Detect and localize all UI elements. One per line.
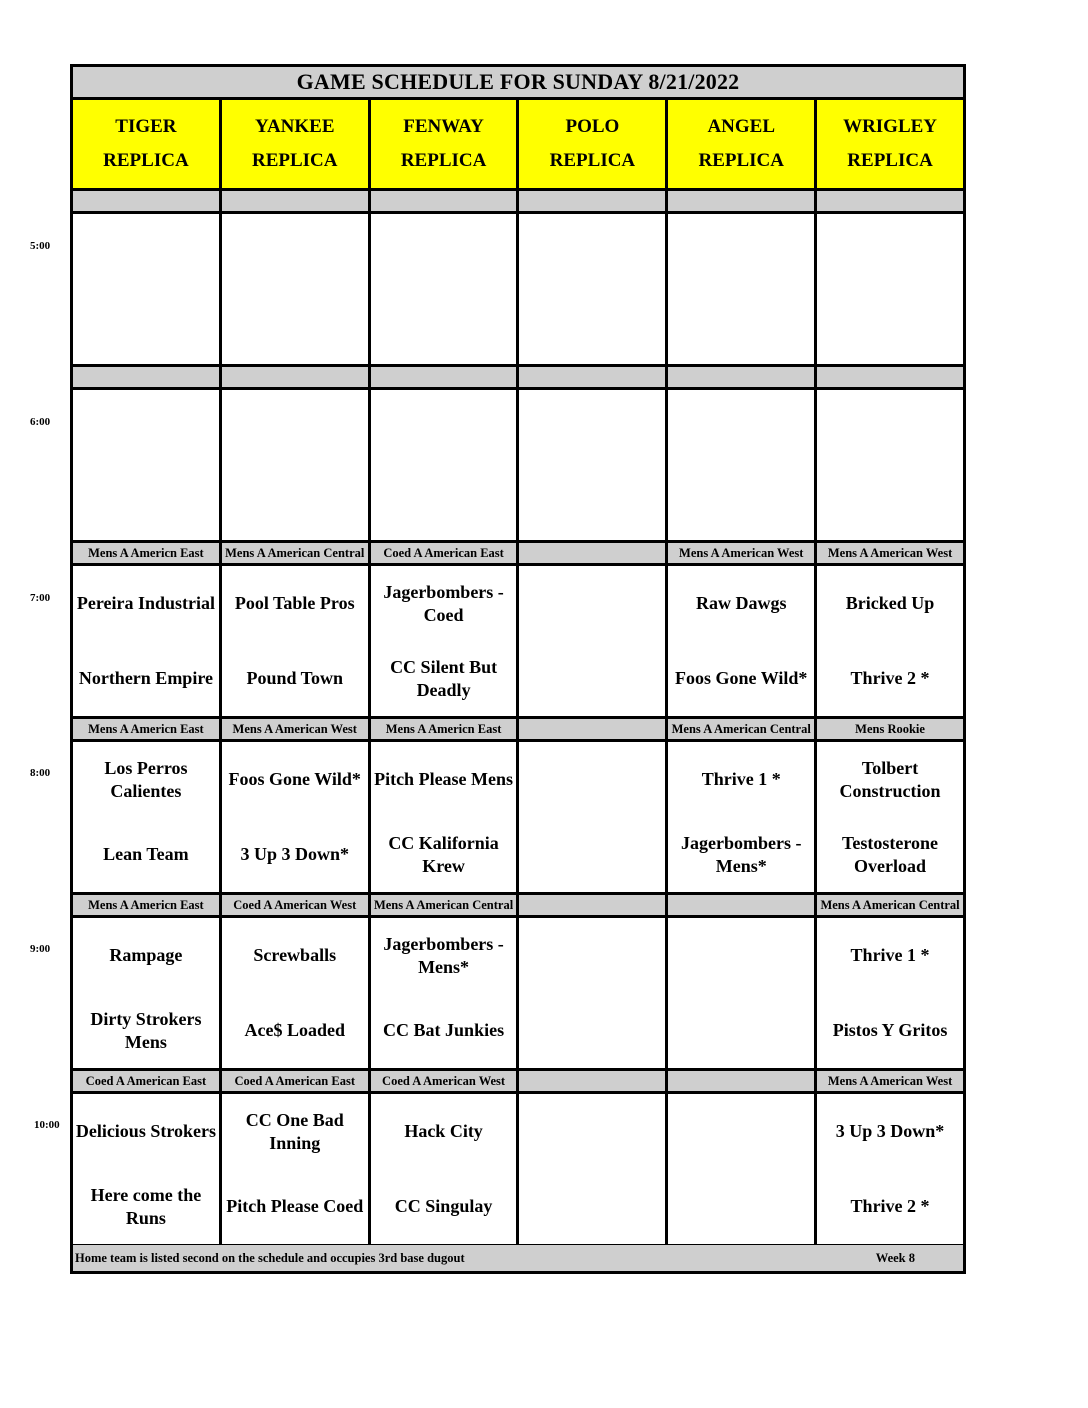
home-team: Ace$ Loaded bbox=[244, 1020, 345, 1040]
division-label: Mens A American West bbox=[817, 543, 963, 563]
away-team bbox=[519, 918, 665, 993]
division-label bbox=[519, 367, 668, 387]
field-name: TIGER bbox=[115, 116, 177, 137]
division-label: Mens A American West bbox=[668, 543, 817, 563]
home-team bbox=[519, 289, 665, 364]
division-label: Coed A American East bbox=[73, 1071, 222, 1091]
division-label bbox=[668, 1071, 817, 1091]
away-team bbox=[519, 566, 665, 641]
away-team: Thrive 1 * bbox=[701, 769, 781, 789]
away-team: Thrive 1 * bbox=[850, 945, 930, 965]
home-team: Northern Empire bbox=[78, 668, 213, 688]
game-cell bbox=[73, 918, 222, 1068]
home-team: Pistos Y Gritos bbox=[832, 1020, 948, 1040]
game-cell bbox=[817, 742, 963, 892]
time-label: 7:00 bbox=[30, 592, 51, 604]
game-cell bbox=[817, 918, 963, 1068]
home-team: 3 Up 3 Down* bbox=[240, 844, 349, 864]
game-cell bbox=[668, 390, 817, 540]
time-slot bbox=[73, 742, 963, 895]
division-label: Mens A American Central bbox=[371, 895, 520, 915]
division-label bbox=[519, 191, 668, 211]
division-label: Mens A American West bbox=[817, 1071, 963, 1091]
division-label: Mens A Americn East bbox=[371, 719, 520, 739]
field-name: POLO bbox=[565, 116, 620, 137]
home-team: Jagerbombers - Mens* bbox=[680, 832, 802, 876]
home-team bbox=[519, 1169, 665, 1244]
field-header-tiger bbox=[73, 100, 222, 188]
time-slot bbox=[73, 1094, 963, 1247]
division-label: Coed A American West bbox=[222, 895, 371, 915]
home-team: Pitch Please Coed bbox=[226, 1196, 364, 1216]
away-team: Pitch Please Mens bbox=[374, 769, 514, 789]
field-sub: REPLICA bbox=[251, 150, 338, 171]
division-label: Mens A Americn East bbox=[73, 895, 222, 915]
field-sub: REPLICA bbox=[698, 150, 784, 171]
field-sub: REPLICA bbox=[847, 150, 933, 171]
division-label: Mens A American Central bbox=[222, 543, 371, 563]
away-team: CC One Bad Inning bbox=[245, 1109, 344, 1153]
game-cell bbox=[371, 742, 520, 892]
game-cell bbox=[668, 1094, 817, 1244]
away-team: Pool Table Pros bbox=[234, 593, 355, 613]
home-team bbox=[222, 289, 368, 364]
away-team bbox=[519, 742, 665, 817]
away-team: Bricked Up bbox=[845, 593, 935, 613]
home-team bbox=[668, 993, 814, 1068]
game-cell bbox=[73, 566, 222, 716]
game-cell bbox=[817, 214, 963, 364]
division-label bbox=[73, 191, 222, 211]
home-team bbox=[519, 465, 665, 540]
division-label bbox=[668, 367, 817, 387]
game-cell bbox=[222, 1094, 371, 1244]
division-label: Mens A Americn East bbox=[73, 719, 222, 739]
home-team bbox=[668, 465, 814, 540]
time-slot bbox=[73, 214, 963, 367]
away-team bbox=[222, 390, 368, 465]
time-slot bbox=[73, 390, 963, 543]
game-cell bbox=[668, 918, 817, 1068]
away-team bbox=[668, 214, 814, 289]
game-cell bbox=[668, 566, 817, 716]
home-team-note: Home team is listed second on the schedule and occupies 3rd base dugout bbox=[75, 1250, 465, 1265]
time-label: 8:00 bbox=[30, 767, 51, 779]
away-team: Pereira Industrial bbox=[76, 593, 215, 613]
division-label: Coed A American East bbox=[222, 1071, 371, 1091]
division-band bbox=[73, 719, 963, 742]
home-team bbox=[73, 289, 219, 364]
field-name: WRIGLEY bbox=[843, 116, 938, 137]
home-team bbox=[222, 465, 368, 540]
division-band bbox=[73, 1071, 963, 1094]
time-label: 9:00 bbox=[30, 943, 51, 955]
week-label: Week 8 bbox=[875, 1250, 915, 1265]
home-team: Lean Team bbox=[103, 844, 189, 864]
division-label: Mens A American Central bbox=[817, 895, 963, 915]
division-label bbox=[817, 191, 963, 211]
home-team: Dirty Strokers Mens bbox=[90, 1008, 202, 1052]
game-cell bbox=[519, 918, 668, 1068]
time-label: 5:00 bbox=[30, 240, 51, 252]
field-name: ANGEL bbox=[707, 116, 776, 137]
division-label: Mens Rookie bbox=[817, 719, 963, 739]
away-team: Screwballs bbox=[253, 945, 337, 965]
division-label bbox=[519, 895, 668, 915]
schedule-sheet bbox=[70, 64, 966, 1274]
away-team: Delicious Strokers bbox=[75, 1121, 216, 1141]
home-team: Thrive 2 * bbox=[850, 1196, 930, 1216]
home-team: Here come the Runs bbox=[90, 1184, 202, 1228]
home-team: CC Silent But Deadly bbox=[390, 656, 498, 700]
game-cell bbox=[73, 742, 222, 892]
game-cell bbox=[371, 566, 520, 716]
away-team: Jagerbombers - Mens* bbox=[383, 933, 504, 977]
field-header-polo bbox=[519, 100, 668, 188]
division-label bbox=[519, 1071, 668, 1091]
away-team: Raw Dawgs bbox=[695, 593, 787, 613]
away-team: Rampage bbox=[109, 945, 183, 965]
home-team bbox=[519, 817, 665, 892]
division-label bbox=[371, 191, 520, 211]
away-team bbox=[222, 214, 368, 289]
field-name: FENWAY bbox=[403, 116, 484, 137]
game-cell bbox=[222, 566, 371, 716]
game-cell bbox=[519, 1094, 668, 1244]
home-team: Pound Town bbox=[246, 668, 344, 688]
game-cell bbox=[73, 214, 222, 364]
division-label bbox=[371, 367, 520, 387]
away-team bbox=[817, 214, 963, 289]
game-cell bbox=[519, 390, 668, 540]
game-cell bbox=[817, 1094, 963, 1244]
division-label bbox=[817, 367, 963, 387]
away-team: Foos Gone Wild* bbox=[228, 769, 361, 789]
game-cell bbox=[668, 214, 817, 364]
game-cell bbox=[519, 566, 668, 716]
home-team bbox=[519, 641, 665, 716]
home-team: Thrive 2 * bbox=[850, 668, 930, 688]
game-cell bbox=[222, 742, 371, 892]
away-team bbox=[519, 1094, 665, 1169]
division-label bbox=[73, 367, 222, 387]
division-label: Coed A American East bbox=[371, 543, 520, 563]
home-team bbox=[73, 465, 219, 540]
game-cell bbox=[817, 566, 963, 716]
field-header-row bbox=[73, 100, 963, 191]
schedule-title: GAME SCHEDULE FOR SUNDAY 8/21/2022 bbox=[73, 67, 963, 100]
game-cell bbox=[668, 742, 817, 892]
game-cell bbox=[371, 390, 520, 540]
game-cell bbox=[519, 742, 668, 892]
game-cell bbox=[73, 390, 222, 540]
field-sub: REPLICA bbox=[103, 150, 189, 171]
field-header-wrigley bbox=[817, 100, 963, 188]
away-team: 3 Up 3 Down* bbox=[835, 1121, 945, 1141]
time-slot bbox=[73, 566, 963, 719]
division-label bbox=[668, 895, 817, 915]
game-cell bbox=[73, 1094, 222, 1244]
division-label: Mens A American West bbox=[222, 719, 371, 739]
home-team: Testosterone Overload bbox=[842, 832, 939, 876]
division-label bbox=[519, 543, 668, 563]
away-team: Los Perros Calientes bbox=[104, 757, 188, 801]
away-team bbox=[519, 214, 665, 289]
home-team bbox=[817, 465, 963, 540]
away-team: Tolbert Construction bbox=[839, 757, 941, 801]
game-cell bbox=[817, 390, 963, 540]
home-team: CC Bat Junkies bbox=[383, 1020, 505, 1040]
division-band bbox=[73, 191, 963, 214]
away-team bbox=[668, 1094, 814, 1169]
division-label bbox=[519, 719, 668, 739]
time-slot bbox=[73, 918, 963, 1071]
division-label: Mens A American Central bbox=[668, 719, 817, 739]
away-team bbox=[73, 390, 219, 465]
division-label: Mens A Americn East bbox=[73, 543, 222, 563]
division-label bbox=[222, 191, 371, 211]
home-team: CC Kalifornia Krew bbox=[388, 832, 499, 876]
time-label: 6:00 bbox=[30, 416, 51, 428]
game-cell bbox=[371, 1094, 520, 1244]
away-team bbox=[73, 214, 219, 289]
home-team: CC Singulay bbox=[394, 1196, 493, 1216]
division-label bbox=[222, 367, 371, 387]
division-label: Coed A American West bbox=[371, 1071, 520, 1091]
field-sub: REPLICA bbox=[549, 150, 636, 171]
field-header-angel bbox=[668, 100, 817, 188]
away-team bbox=[668, 390, 814, 465]
home-team bbox=[519, 993, 665, 1068]
game-cell bbox=[371, 214, 520, 364]
home-team bbox=[371, 289, 517, 364]
game-cell bbox=[222, 390, 371, 540]
home-team bbox=[371, 465, 517, 540]
home-team bbox=[668, 1169, 814, 1244]
schedule-footer bbox=[73, 1245, 963, 1271]
away-team bbox=[371, 390, 517, 465]
away-team bbox=[519, 390, 665, 465]
time-label: 10:00 bbox=[34, 1119, 60, 1131]
division-band bbox=[73, 895, 963, 918]
game-cell bbox=[222, 214, 371, 364]
home-team bbox=[668, 289, 814, 364]
away-team bbox=[668, 918, 814, 993]
home-team bbox=[817, 289, 963, 364]
away-team bbox=[817, 390, 963, 465]
field-name: YANKEE bbox=[254, 116, 335, 137]
away-team: Jagerbombers - Coed bbox=[383, 581, 504, 625]
division-band bbox=[73, 367, 963, 390]
division-band bbox=[73, 543, 963, 566]
field-sub: REPLICA bbox=[400, 150, 487, 171]
game-cell bbox=[222, 918, 371, 1068]
game-cell bbox=[371, 918, 520, 1068]
home-team: Foos Gone Wild* bbox=[675, 668, 808, 688]
away-team bbox=[371, 214, 517, 289]
away-team: Hack City bbox=[404, 1121, 483, 1141]
division-label bbox=[668, 191, 817, 211]
game-cell bbox=[519, 214, 668, 364]
field-header-fenway bbox=[371, 100, 520, 188]
field-header-yankee bbox=[222, 100, 371, 188]
